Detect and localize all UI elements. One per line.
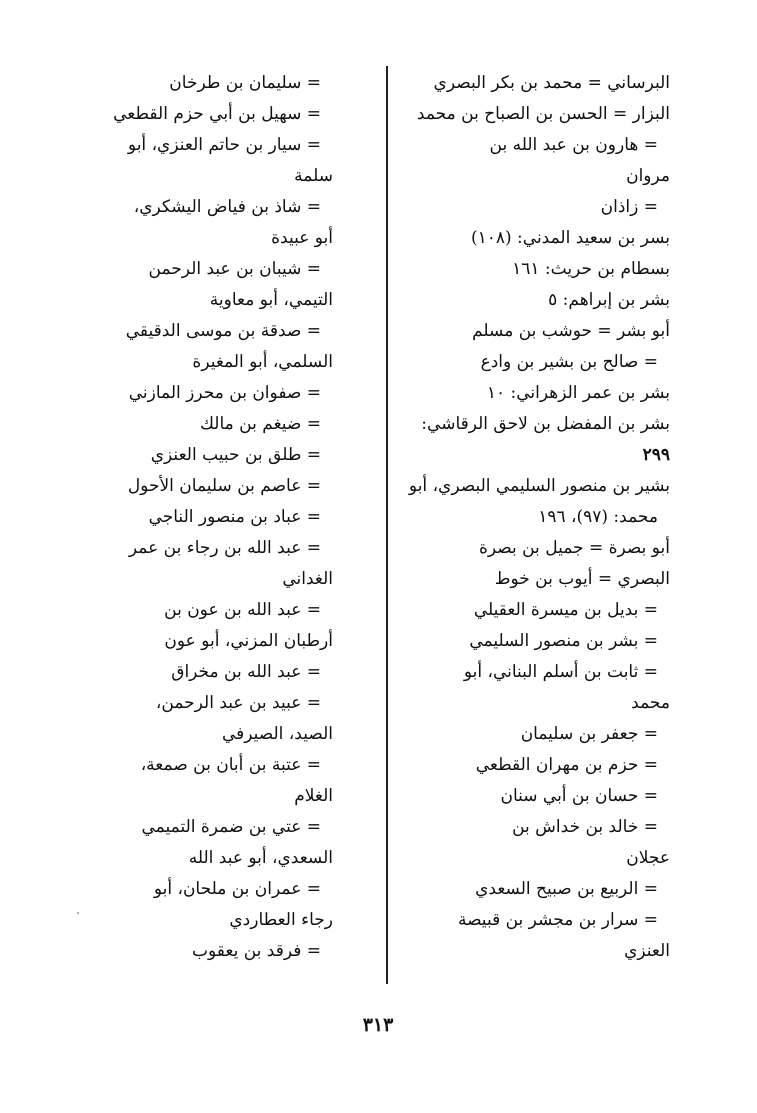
index-entry-line: = صالح بن بشير بن وادع (480, 352, 658, 372)
index-entry-line: = عبد الله بن عون بن (164, 600, 321, 620)
index-entry-line: أرطبان المزني، أبو عون (164, 631, 333, 651)
index-entry-line: = عاصم بن سليمان الأحول (127, 476, 321, 496)
index-entry-line: التيمي، أبو معاوية (209, 290, 333, 310)
index-entry-line: = جعفر بن سليمان (520, 724, 658, 744)
index-entry-line: = الربيع بن صبيح السعدي (475, 879, 658, 899)
index-entry-line: = عمران بن ملحان، أبو (153, 879, 321, 899)
index-entry-line: أبو بشر = حوشب بن مسلم (472, 321, 670, 341)
index-entry-line: = حزم بن مهران القطعي (475, 755, 658, 775)
index-entry-line: = هارون بن عبد الله بن (489, 135, 658, 155)
index-entry-line: الغداني (282, 569, 333, 589)
index-entry-line: = سهيل بن أبي حزم القطعي (113, 104, 321, 124)
index-entry-line: = طلق بن حبيب العنزي (150, 445, 321, 465)
index-column-right (402, 68, 670, 967)
index-entry-line: عجلان (626, 848, 670, 868)
index-entry-line: = شيبان بن عبد الرحمن (148, 259, 321, 279)
index-entry-line: = عباد بن منصور الناجي (148, 507, 321, 527)
index-entry-line: = ضيغم بن مالك (199, 414, 321, 434)
index-entry-line: أبو بصرة = جميل بن بصرة (478, 538, 670, 558)
page-number: ٣١٣ (362, 1014, 394, 1036)
index-entry-line: البرساني = محمد بن بكر البصري (433, 73, 670, 93)
index-entry-line: = عتي بن ضمرة التميمي (141, 817, 321, 837)
index-entry-line: الغلام (294, 786, 333, 806)
index-entry-line: = سليمان بن طرخان (169, 73, 321, 93)
index-entry-line: ٢٩٩ (642, 445, 670, 465)
index-entry-line: رجاء العطاردي (229, 910, 333, 930)
index-entry-line: = ثابت بن أسلم البناني، أبو (463, 662, 658, 682)
index-entry-line: محمد (631, 693, 670, 713)
index-entry-line: بسطام بن حريث: ١٦١ (512, 259, 670, 279)
index-entry-line: = سيار بن حاتم العنزي، أبو (127, 135, 321, 155)
column-divider (386, 66, 388, 984)
index-entry-line: العنزي (624, 941, 670, 961)
index-entry-line: السعدي، أبو عبد الله (188, 848, 333, 868)
scan-speck (77, 912, 79, 914)
index-entry-line: بشير بن منصور السليمي البصري، أبو (408, 476, 670, 496)
index-entry-line: بسر بن سعيد المدني: (١٠٨) (470, 228, 670, 248)
index-entry-line: = عبد الله بن مخراق (171, 662, 321, 682)
index-entry-line: = صفوان بن محرز المازني (128, 383, 321, 403)
index-entry-line: الصيد، الصيرفي (221, 724, 333, 744)
index-entry-line: أبو عبيدة (271, 228, 333, 248)
index-entry-line: = عبد الله بن رجاء بن عمر (128, 538, 321, 558)
index-entry-line: مروان (626, 166, 670, 186)
index-entry-line: محمد: (٩٧)، ١٩٦ (538, 507, 658, 527)
index-entry-line: بشر بن إبراهم: ٥ (548, 290, 670, 310)
index-column-left (100, 68, 333, 967)
index-entry-line: = بشر بن منصور السليمي (469, 631, 658, 651)
index-entry-line: = شاذ بن فياض اليشكري، (133, 197, 321, 217)
index-entry-line: = حسان بن أبي سنان (500, 786, 658, 806)
index-entry-line: البصري = أيوب بن خوط (494, 569, 670, 589)
index-entry-line: = بديل بن ميسرة العقيلي (473, 600, 658, 620)
index-entry-line: السلمي، أبو المغيرة (192, 352, 333, 372)
index-entry-line: = صدقة بن موسى الدقيقي (125, 321, 321, 341)
index-entry-line: = خالد بن خداش بن (512, 817, 658, 837)
index-entry-line: = فرقد بن يعقوب (191, 941, 321, 961)
index-entry-line: = عتبة بن أبان بن صمعة، (140, 755, 321, 775)
index-entry-line: بشر بن المفضل بن لاحق الرقاشي: (421, 414, 670, 434)
index-entry-line: البزار = الحسن بن الصباح بن محمد (416, 104, 670, 124)
index-entry-line: = سرار بن مجشر بن قبيصة (457, 910, 658, 930)
index-entry-line: = زاذان (600, 197, 658, 217)
index-entry-line: = عبيد بن عبد الرحمن، (155, 693, 321, 713)
index-entry-line: سلمة (294, 166, 333, 186)
index-entry-line: بشر بن عمر الزهراني: ١٠ (486, 383, 670, 403)
